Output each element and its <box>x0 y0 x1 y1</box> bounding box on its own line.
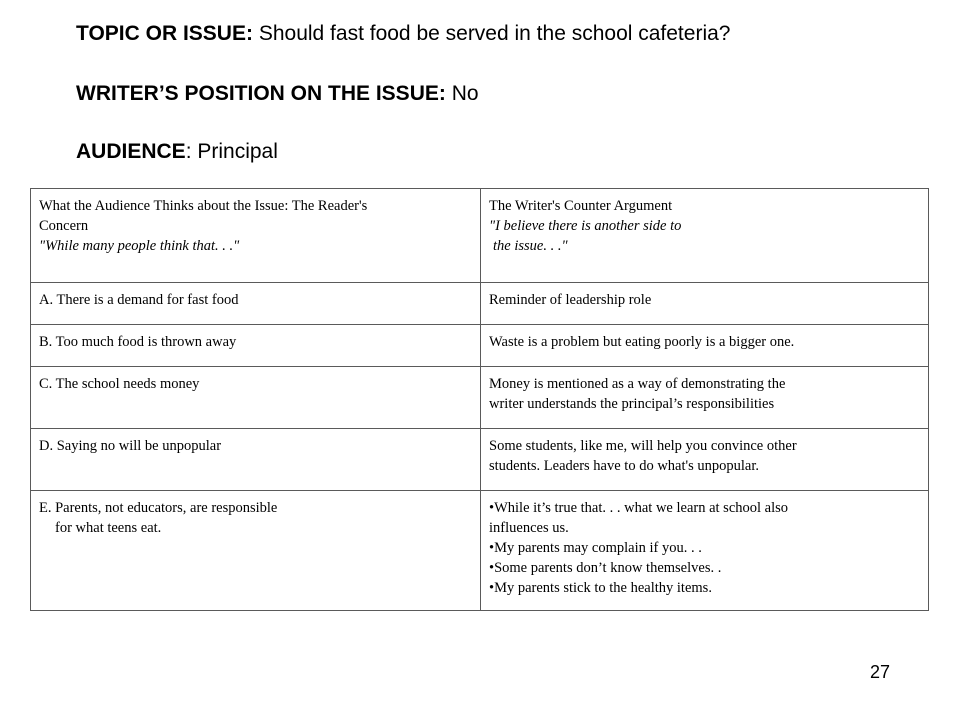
bullet-item: • While it’s true that. . . what we learn at school also <box>489 498 920 518</box>
cell-text: Waste is a problem but eating poorly is a bigger one. <box>489 334 795 350</box>
counter-argument-header <box>481 189 929 283</box>
counter-cell <box>481 283 929 325</box>
bullet-item: • My parents stick to the healthy items. <box>489 578 920 598</box>
header-right-line-3: the issue. . ." <box>493 238 568 254</box>
topic-value: Should fast food be served in the school cafeteria? <box>258 22 731 45</box>
header-left-line-1: What the Audience Thinks about the Issue: The Reader's <box>39 198 368 214</box>
counter-cell <box>481 429 929 491</box>
cell-text: writer understands the principal’s responsibilities <box>489 396 775 412</box>
counter-cell <box>481 367 929 429</box>
audience-value: : Principal <box>185 140 278 163</box>
cell-text: Money is mentioned as a way of demonstrating the <box>489 376 786 392</box>
topic-line <box>76 22 730 46</box>
counter-cell <box>481 325 929 367</box>
cell-text: C. The school needs money <box>39 376 200 392</box>
concern-cell <box>31 283 481 325</box>
cell-text: D. Saying no will be unpopular <box>39 438 222 454</box>
bullet-item: • Some parents don’t know themselves. . <box>489 558 920 578</box>
cell-text: students. Leaders have to do what's unpopular. <box>489 458 759 474</box>
table-row <box>31 283 929 325</box>
position-value: No <box>451 82 479 105</box>
page-number: 27 <box>869 662 890 682</box>
cell-text: for what teens eat. <box>55 520 162 536</box>
counter-cell <box>481 491 929 611</box>
concern-cell <box>31 491 481 611</box>
audience-label: AUDIENCE <box>76 140 186 163</box>
header-left-line-2: Concern <box>39 218 89 234</box>
concern-cell <box>31 367 481 429</box>
audience-line <box>76 140 278 164</box>
cell-text: influences us. <box>489 520 569 536</box>
header-right-line-1: The Writer's Counter Argument <box>489 198 673 214</box>
position-line <box>76 82 479 106</box>
argument-table <box>30 188 929 611</box>
audience-concern-header <box>31 189 481 283</box>
table-row <box>31 429 929 491</box>
header-left-line-3: "While many people think that. . ." <box>39 238 240 254</box>
header-right-line-2: "I believe there is another side to <box>489 218 682 234</box>
position-label: WRITER’S POSITION ON THE ISSUE: <box>76 82 446 105</box>
bullet-item: • My parents may complain if you. . . <box>489 538 920 558</box>
table-header-row <box>31 189 929 283</box>
table-row <box>31 491 929 611</box>
cell-text: Reminder of leadership role <box>489 292 652 308</box>
table-row <box>31 367 929 429</box>
cell-text: Some students, like me, will help you convince other <box>489 438 797 454</box>
cell-text: A. There is a demand for fast food <box>39 292 239 308</box>
topic-label: TOPIC OR ISSUE: <box>76 22 253 45</box>
cell-text: B. Too much food is thrown away <box>39 334 237 350</box>
table-row <box>31 325 929 367</box>
cell-text: E. Parents, not educators, are responsible <box>39 500 278 516</box>
concern-cell <box>31 429 481 491</box>
concern-cell <box>31 325 481 367</box>
